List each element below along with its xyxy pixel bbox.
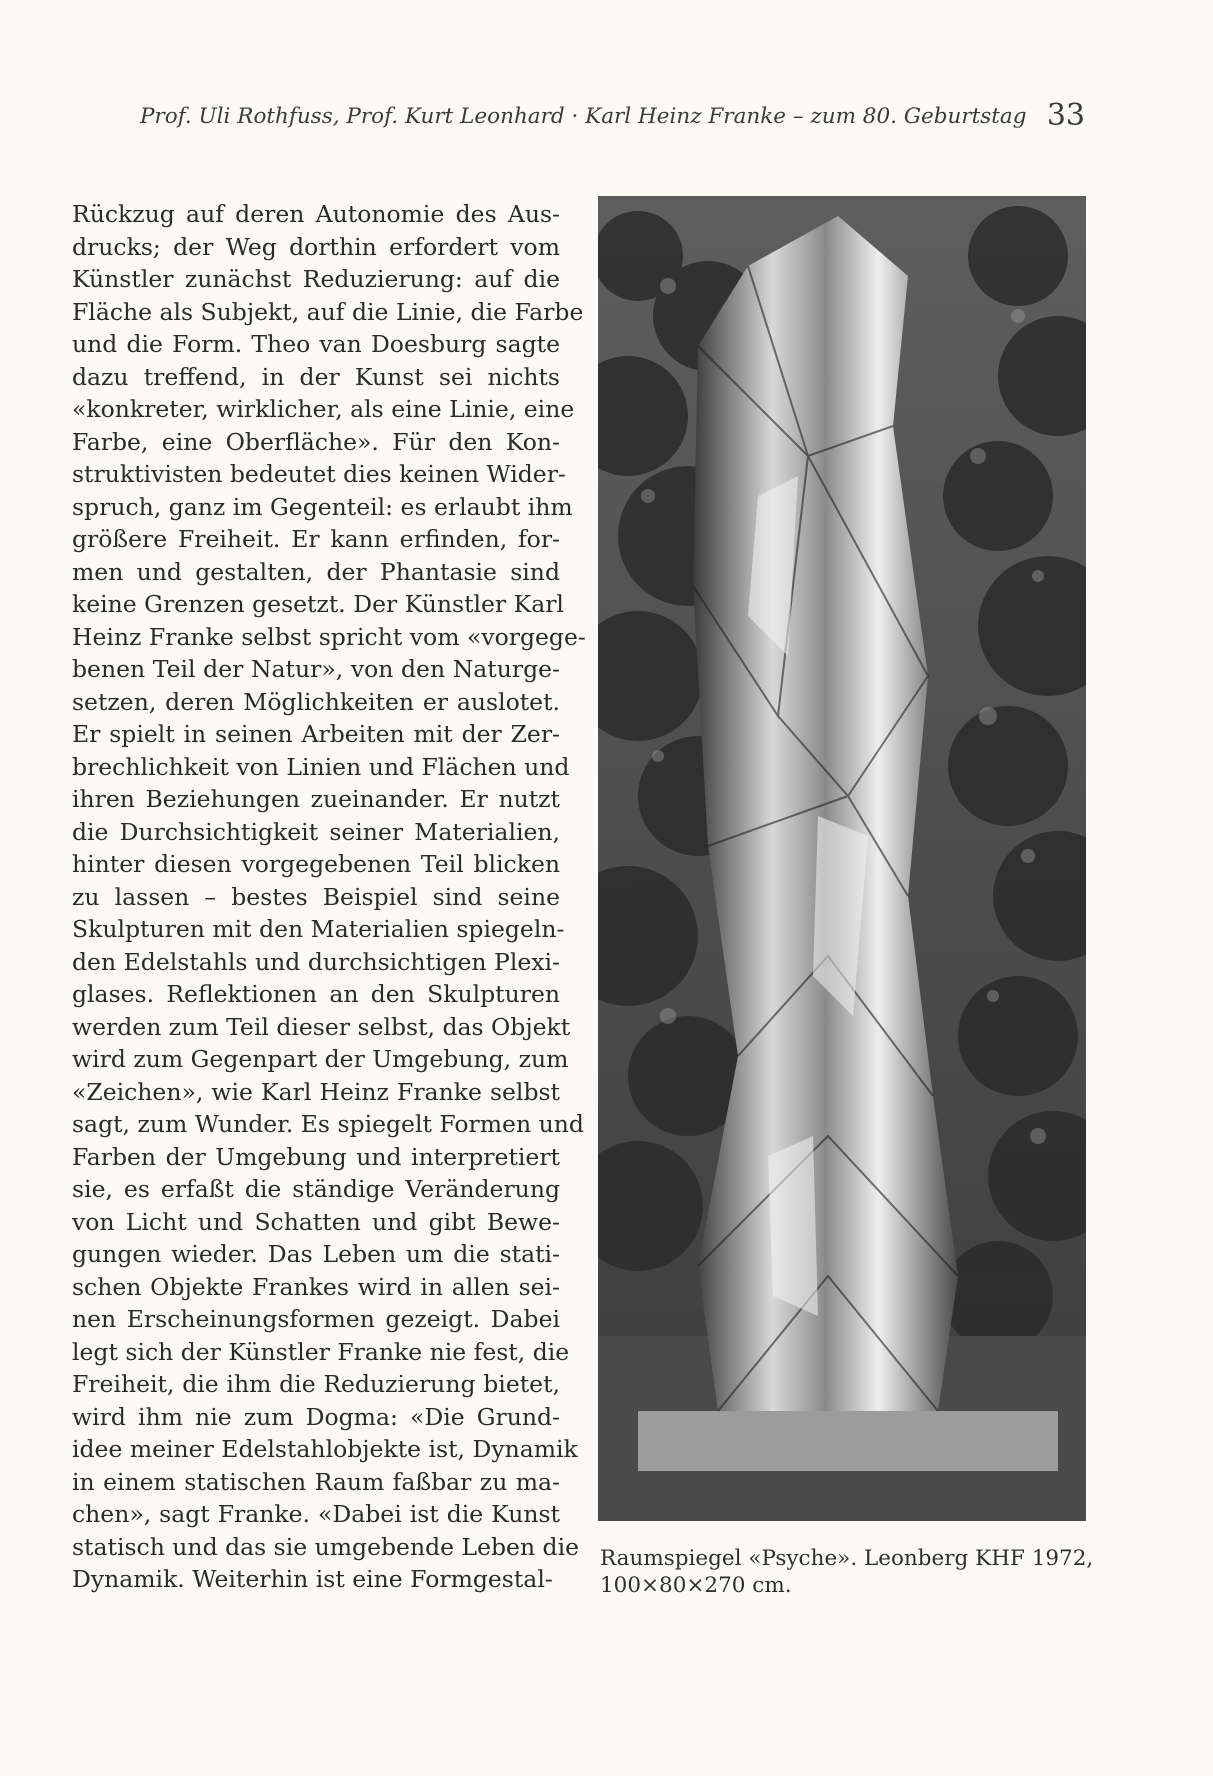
- body-line: Farben der Umgebung und interpretiert: [72, 1142, 560, 1171]
- body-line: Dynamik. Weiterhin ist eine Formgestal-: [72, 1565, 553, 1593]
- body-line: schen Objekte Frankes wird in allen sei-: [72, 1272, 560, 1301]
- page-number: 33: [1046, 98, 1085, 133]
- body-line: ihren Beziehungen zueinander. Er nutzt: [72, 785, 560, 813]
- plinth: [638, 1411, 1058, 1471]
- body-line: brechlichkeit von Linien und Flächen und: [72, 752, 570, 781]
- body-line: setzen, deren Möglichkeiten er auslotet.: [72, 687, 560, 716]
- body-line: drucks; der Weg dorthin erfordert vom: [72, 232, 560, 261]
- body-line: benen Teil der Natur», von den Naturge-: [72, 655, 560, 683]
- body-text-column: [72, 198, 586, 1596]
- body-line: werden zum Teil dieser selbst, das Objekt: [72, 1012, 571, 1041]
- body-line: gungen wieder. Das Leben um die stati-: [72, 1240, 560, 1268]
- body-line: Rückzug auf deren Autonomie des Aus-: [72, 200, 560, 228]
- body-line: «Zeichen», wie Karl Heinz Franke selbst: [72, 1077, 560, 1106]
- body-line: statisch und das sie umgebende Leben die: [72, 1532, 580, 1561]
- caption-line: 100×80×270 cm.: [600, 1573, 792, 1598]
- body-line: sagt, zum Wunder. Es spiegelt Formen und: [72, 1110, 584, 1138]
- figure-caption: [600, 1545, 1094, 1599]
- body-line: wird ihm nie zum Dogma: «Die Grund-: [72, 1402, 560, 1431]
- sculpture-photo-graphic: [598, 196, 1086, 1521]
- body-line: spruch, ganz im Gegenteil: es erlaubt ihm: [72, 492, 573, 521]
- body-line: in einem statischen Raum faßbar zu ma-: [72, 1467, 560, 1496]
- body-line: Heinz Franke selbst spricht vom «vorgege-: [72, 622, 586, 651]
- body-line: Er spielt in seinen Arbeiten mit der Zer-: [72, 720, 560, 748]
- body-line: und die Form. Theo van Doesburg sagte: [72, 330, 560, 358]
- body-line: sie, es erfaßt die ständige Veränderung: [72, 1175, 560, 1203]
- body-line: den Edelstahls und durchsichtigen Plexi-: [72, 947, 560, 976]
- body-line: Freiheit, die ihm die Reduzierung bietet,: [72, 1370, 560, 1398]
- body-line: men und gestalten, der Phantasie sind: [72, 557, 560, 586]
- body-line: Künstler zunächst Reduzierung: auf die: [72, 265, 560, 293]
- running-head: [140, 100, 1085, 140]
- body-line: hinter diesen vorgegebenen Teil blicken: [72, 850, 560, 878]
- body-line: Farbe, eine Oberfläche». Für den Kon-: [72, 427, 560, 456]
- body-line: glases. Reflektionen an den Skulpturen: [72, 980, 560, 1008]
- body-line: chen», sagt Franke. «Dabei ist die Kunst: [72, 1500, 560, 1528]
- sculpture-photo: [598, 196, 1086, 1521]
- body-line: nen Erscheinungsformen gezeigt. Dabei: [72, 1305, 560, 1333]
- body-line: «konkreter, wirklicher, als eine Linie, eine: [72, 395, 575, 423]
- body-line: dazu treffend, in der Kunst sei nichts: [72, 362, 560, 391]
- body-line: struktivisten bedeutet dies keinen Wider-: [72, 460, 566, 488]
- body-line: Skulpturen mit den Materialien spiegeln-: [72, 915, 565, 943]
- body-line: von Licht und Schatten und gibt Bewe-: [72, 1207, 560, 1236]
- body-line: wird zum Gegenpart der Umgebung, zum: [72, 1045, 569, 1073]
- running-title: Prof. Uli Rothfuss, Prof. Kurt Leonhard · Karl Heinz Franke – zum 80. Geburtstag: [140, 104, 1027, 129]
- body-line: die Durchsichtigkeit seiner Materialien,: [72, 817, 560, 846]
- body-line: idee meiner Edelstahlobjekte ist, Dynamik: [72, 1435, 578, 1463]
- caption-line: Raumspiegel «Psyche». Leonberg KHF 1972,: [600, 1546, 1094, 1571]
- body-line: zu lassen – bestes Beispiel sind seine: [72, 882, 560, 911]
- body-line: größere Freiheit. Er kann erfinden, for-: [72, 525, 560, 553]
- body-line: Fläche als Subjekt, auf die Linie, die Farbe: [72, 297, 584, 326]
- body-line: keine Grenzen gesetzt. Der Künstler Karl: [72, 590, 564, 618]
- body-line: legt sich der Künstler Franke nie fest, die: [72, 1337, 570, 1366]
